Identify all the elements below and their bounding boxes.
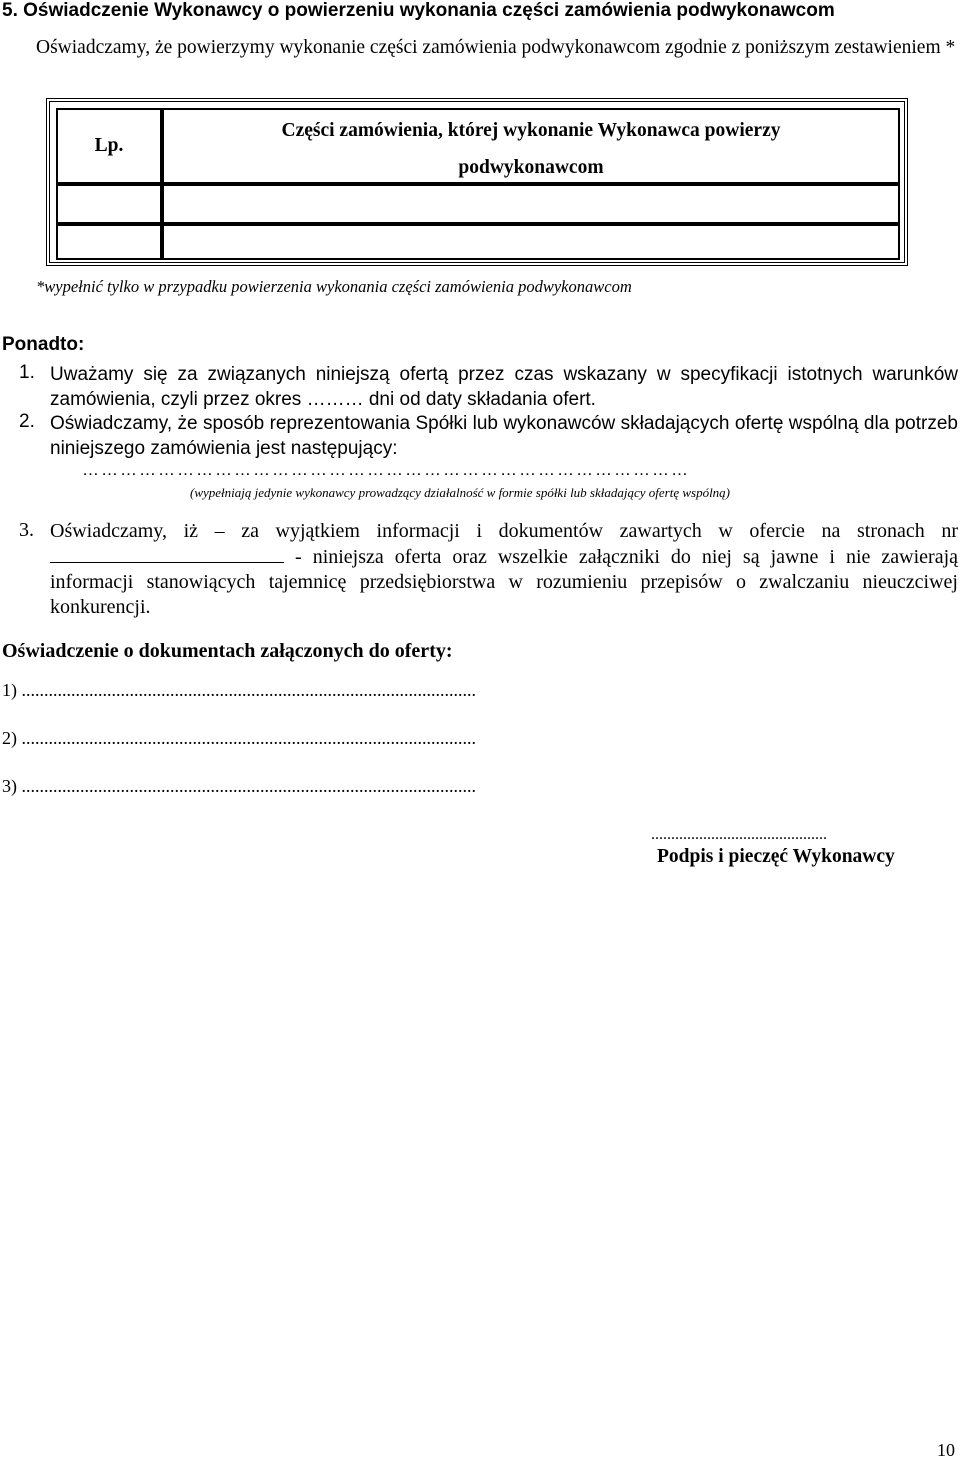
section-intro: Oświadczamy, że powierzymy wykonanie części zamówienia podwykonawcom zgodnie z poniższym zestawieniem *	[36, 37, 956, 58]
document-item-3[interactable]: 3) .....................................................................................................	[2, 776, 476, 796]
documents-heading: Oświadczenie o dokumentach załączonych do oferty:	[2, 640, 453, 662]
item-2-text: Oświadczamy, że sposób reprezentowania Spółki lub wykonawców składających ofertę wspólną dla potrzeb niniejszego zamówienia jest następujący:	[50, 413, 958, 459]
table-header-description-line1: Części zamówienia, której wykonanie Wykonawca powierzy	[281, 120, 781, 141]
item-3-number: 3.	[19, 519, 34, 541]
table-footnote: *wypełnić tylko w przypadku powierzenia wykonania części zamówienia podwykonawcom	[36, 277, 632, 296]
item-3-text-part-a: Oświadczamy, iż – za wyjątkiem informacji i dokumentów zawartych w ofercie na stronach nr	[50, 520, 958, 542]
table-row-2-lp-cell[interactable]	[56, 224, 162, 260]
page-number: 10	[937, 1440, 955, 1460]
table-header-description	[162, 108, 900, 184]
item-2-number: 2.	[19, 411, 35, 432]
document-item-1[interactable]: 1) .....................................................................................................	[2, 680, 476, 700]
signature-label: Podpis i pieczęć Wykonawcy	[657, 846, 895, 867]
table-row-1-description-cell[interactable]	[162, 184, 900, 224]
representation-note: (wypełniają jedynie wykonawcy prowadzący działalność w formie spółki lub składający ofertę wspólną)	[190, 485, 731, 500]
section-title: 5. Oświadczenie Wykonawcy o powierzeniu wykonania części zamówienia podwykonawcom	[2, 0, 835, 21]
additional-heading: Ponadto:	[2, 334, 85, 355]
item-3-text	[50, 519, 958, 620]
representation-fill-line[interactable]: ……………………………………………………………………………………	[82, 460, 690, 479]
pages-blank-field[interactable]	[50, 544, 284, 563]
document-item-2[interactable]: 2) .....................................................................................................	[2, 728, 476, 748]
item-3-text-part-b: - niniejsza oferta oraz wszelkie załączniki do niej są jawne i nie zawierają informacji stanowiących tajemnicę przedsiębiorstwa w rozumieniu przepisów o zwalczaniu nieuczciwej konkurencji.	[50, 546, 958, 618]
subcontractor-table	[46, 98, 908, 266]
item-1-text: Uważamy się za związanych niniejszą ofertą przez czas wskazany w specyfikacji istotnych warunków zamówienia, czyli przez okres ……… dni od daty składania ofert.	[50, 364, 958, 410]
table-row-1-lp-cell[interactable]	[56, 184, 162, 224]
table-row-2-description-cell[interactable]	[162, 224, 900, 260]
table-header-lp: Lp.	[56, 108, 162, 184]
signature-line[interactable]: ............................................	[651, 826, 827, 843]
item-1-number: 1.	[19, 362, 35, 383]
table-header-description-line2: podwykonawcom	[458, 157, 604, 178]
